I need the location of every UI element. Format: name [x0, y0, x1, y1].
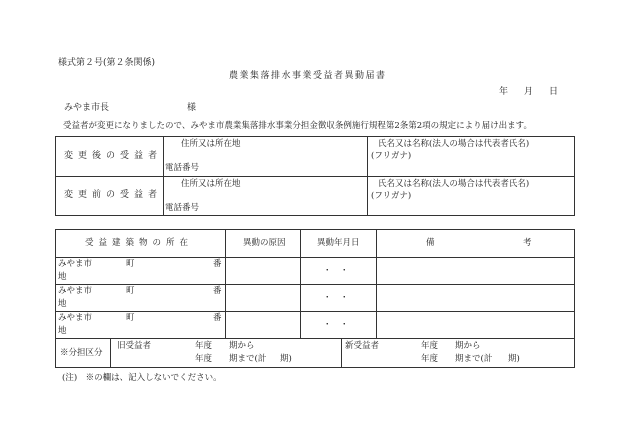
footnote: (注) ※の欄は、記入しないでください。	[62, 373, 222, 383]
row3-chi: 地	[58, 326, 67, 336]
recipient-honorific: 様	[187, 103, 197, 113]
recipient-name: みやま市長	[64, 103, 110, 113]
col-date-header: 異動年月日	[317, 238, 360, 248]
row1-city: みやま市	[58, 259, 93, 269]
new-ki-from: 期から	[455, 341, 481, 351]
row1-chi: 地	[58, 272, 67, 282]
date-day-label: 日	[549, 87, 559, 97]
new-ki-to: 期まで(計	[455, 354, 493, 364]
before-furigana-label: (フリガナ)	[371, 191, 412, 201]
row1-ban: 番	[213, 259, 222, 269]
old-ki-to: 期まで(計	[229, 354, 267, 364]
date-year-label: 年	[499, 87, 509, 97]
after-recipient-label: 変更後の受益者	[64, 151, 163, 161]
share-category-label: ※分担区分	[60, 348, 103, 358]
row2-town: 町	[126, 286, 135, 296]
row1-town: 町	[126, 259, 135, 269]
form-number: 様式第２号(第２条関係)	[58, 58, 156, 68]
new-ki-close: 期)	[508, 354, 520, 364]
row2-city: みやま市	[58, 286, 93, 296]
new-nendo-from: 年度	[421, 341, 439, 351]
row3-city: みやま市	[58, 313, 93, 323]
old-ki-from: 期から	[229, 341, 255, 351]
col-location-header: 受益建築物の所在	[85, 238, 194, 248]
before-address-label: 住所又は所在地	[181, 179, 241, 189]
row2-chi: 地	[58, 299, 67, 309]
row3-town: 町	[126, 313, 135, 323]
date-month-label: 月	[524, 87, 534, 97]
after-furigana-label: (フリガナ)	[371, 151, 412, 161]
row2-ban: 番	[213, 286, 222, 296]
old-recipient-label: 旧受益者	[117, 341, 152, 351]
after-address-label: 住所又は所在地	[181, 139, 241, 149]
row3-date-sep: ・ ・	[323, 320, 349, 330]
after-name-label: 氏名又は名称(法人の場合は代表者氏名)	[378, 139, 530, 149]
old-nendo-to: 年度	[195, 354, 213, 364]
row2-date-sep: ・ ・	[323, 293, 349, 303]
form-title: 農業集落排水事業受益者異動届書	[229, 71, 387, 81]
before-recipient-label: 変更前の受益者	[64, 190, 163, 200]
col-reason-header: 異動の原因	[243, 238, 286, 248]
old-ki-close: 期)	[280, 354, 292, 364]
new-nendo-to: 年度	[421, 354, 439, 364]
old-nendo-from: 年度	[195, 341, 213, 351]
row3-ban: 番	[213, 313, 222, 323]
before-name-label: 氏名又は名称(法人の場合は代表者氏名)	[378, 179, 530, 189]
row1-date-sep: ・ ・	[323, 266, 349, 276]
intro-text: 受益者が変更になりましたので、みやま市農業集落排水事業分担金徴収条例施行規程第2条第2項の規定により届け出ます。	[63, 121, 532, 131]
new-recipient-label: 新受益者	[345, 341, 380, 351]
after-phone-label: 電話番号	[165, 163, 200, 173]
col-remarks-header: 備 考	[426, 238, 572, 248]
before-phone-label: 電話番号	[165, 203, 200, 213]
